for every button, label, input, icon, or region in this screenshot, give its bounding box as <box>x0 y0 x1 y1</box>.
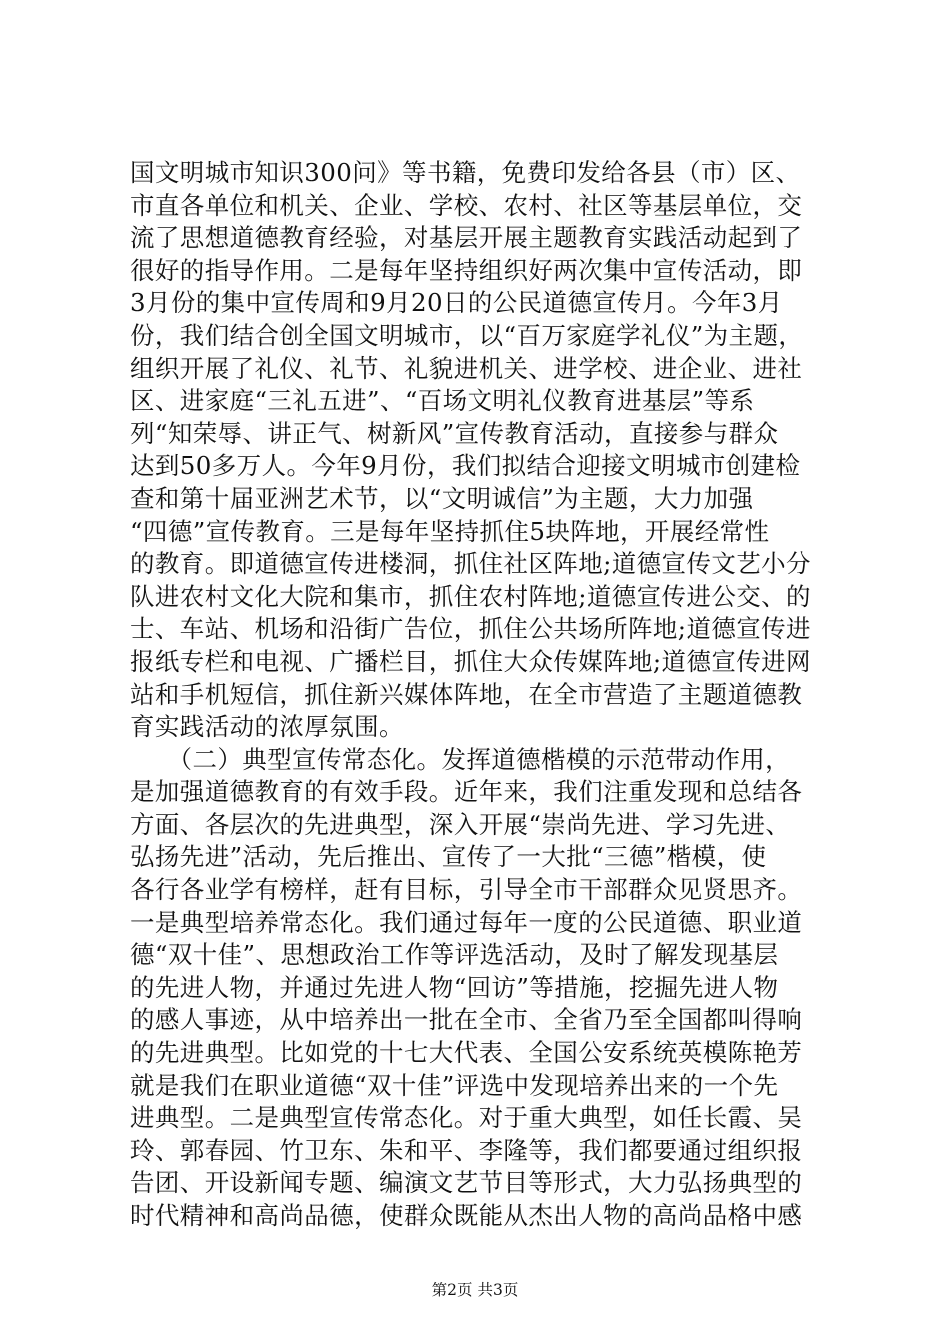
text-line: 一是典型培养常态化。我们通过每年一度的公民道德、职业道 <box>130 907 803 937</box>
document-body <box>130 157 830 1233</box>
text-line: 国文明城市知识300问》等书籍，免费印发给各县（市）区、 <box>130 158 801 187</box>
text-line: 告团、开设新闻专题、编演文艺节目等形式，大力弘扬典型的 <box>130 1168 803 1198</box>
text-line: 的感人事迹，从中培养出一批在全市、全省乃至全国都叫得响 <box>130 1005 803 1035</box>
text-line: 流了思想道德教育经验，对基层开展主题教育实践活动起到了 <box>130 223 803 253</box>
text-line: 就是我们在职业道德“双十佳”评选中发现培养出来的一个先 <box>130 1070 779 1100</box>
text-line: 查和第十届亚洲艺术节，以“文明诚信”为主题，大力加强 <box>130 483 754 513</box>
text-line: 的教育。即道德宣传进楼洞，抓住社区阵地;道德宣传文艺小分 <box>130 549 811 579</box>
text-line: 进典型。二是典型宣传常态化。对于重大典型，如任长霞、吴 <box>130 1103 803 1133</box>
text-line: 3月份的集中宣传周和9月20日的公民道德宣传月。今年3月 <box>130 288 783 318</box>
text-line: 玲、郭春园、竹卫东、朱和平、李隆等，我们都要通过组织报 <box>130 1135 803 1165</box>
text-line: 区、进家庭“三礼五进”、“百场文明礼仪教育进基层”等系 <box>130 386 755 416</box>
text-line: 方面、各层次的先进典型，深入开展“崇尚先进、学习先进、 <box>130 809 791 839</box>
text-line: 很好的指导作用。二是每年坚持组织好两次集中宣传活动，即 <box>130 255 803 285</box>
text-line: 报纸专栏和电视、广播栏目，抓住大众传媒阵地;道德宣传进网 <box>130 646 811 676</box>
text-line: 市直各单位和机关、企业、学校、农村、社区等基层单位，交 <box>130 190 803 220</box>
text-line: 各行各业学有榜样，赶有目标，引导全市干部群众见贤思齐。 <box>130 875 803 905</box>
text-line: 的先进典型。比如党的十七大代表、全国公安系统英模陈艳芳 <box>130 1038 803 1068</box>
text-line: 队进农村文化大院和集市，抓住农村阵地;道德宣传进公交、的 <box>130 581 811 611</box>
text-line: 是加强道德教育的有效手段。近年来，我们注重发现和总结各 <box>130 777 803 807</box>
text-line: 站和手机短信，抓住新兴媒体阵地，在全市营造了主题道德教 <box>130 679 803 709</box>
text-line: 组织开展了礼仪、礼节、礼貌进机关、进学校、进企业、进社 <box>130 353 803 383</box>
text-line: 列“知荣辱、讲正气、树新风”宣传教育活动，直接参与群众 <box>130 418 779 448</box>
text-line: 的先进人物，并通过先进人物“回访”等措施，挖掘先进人物 <box>130 972 779 1002</box>
text-line: 达到50多万人。今年9月份，我们拟结合迎接文明城市创建检 <box>130 451 801 481</box>
text-line: 德“双十佳”、思想政治工作等评选活动，及时了解发现基层 <box>130 940 779 970</box>
text-line: 份，我们结合创全国文明城市，以“百万家庭学礼仪”为主题， <box>130 320 804 350</box>
text-line: 育实践活动的浓厚氛围。 <box>130 712 404 742</box>
text-line: 弘扬先进”活动，先后推出、宣传了一大批“三德”楷模，使 <box>130 842 767 872</box>
text-line: 士、车站、机场和沿街广告位，抓住公共场所阵地;道德宣传进 <box>130 614 811 644</box>
text-line: “四德”宣传教育。三是每年坚持抓住5块阵地，开展经常性 <box>130 516 770 546</box>
page-number-footer: 第2页 共3页 <box>431 1281 519 1299</box>
text-line: 时代精神和高尚品德，使群众既能从杰出人物的高尚品格中感 <box>130 1201 803 1230</box>
text-line: （二）典型宣传常态化。发挥道德楷模的示范带动作用， <box>130 744 791 774</box>
